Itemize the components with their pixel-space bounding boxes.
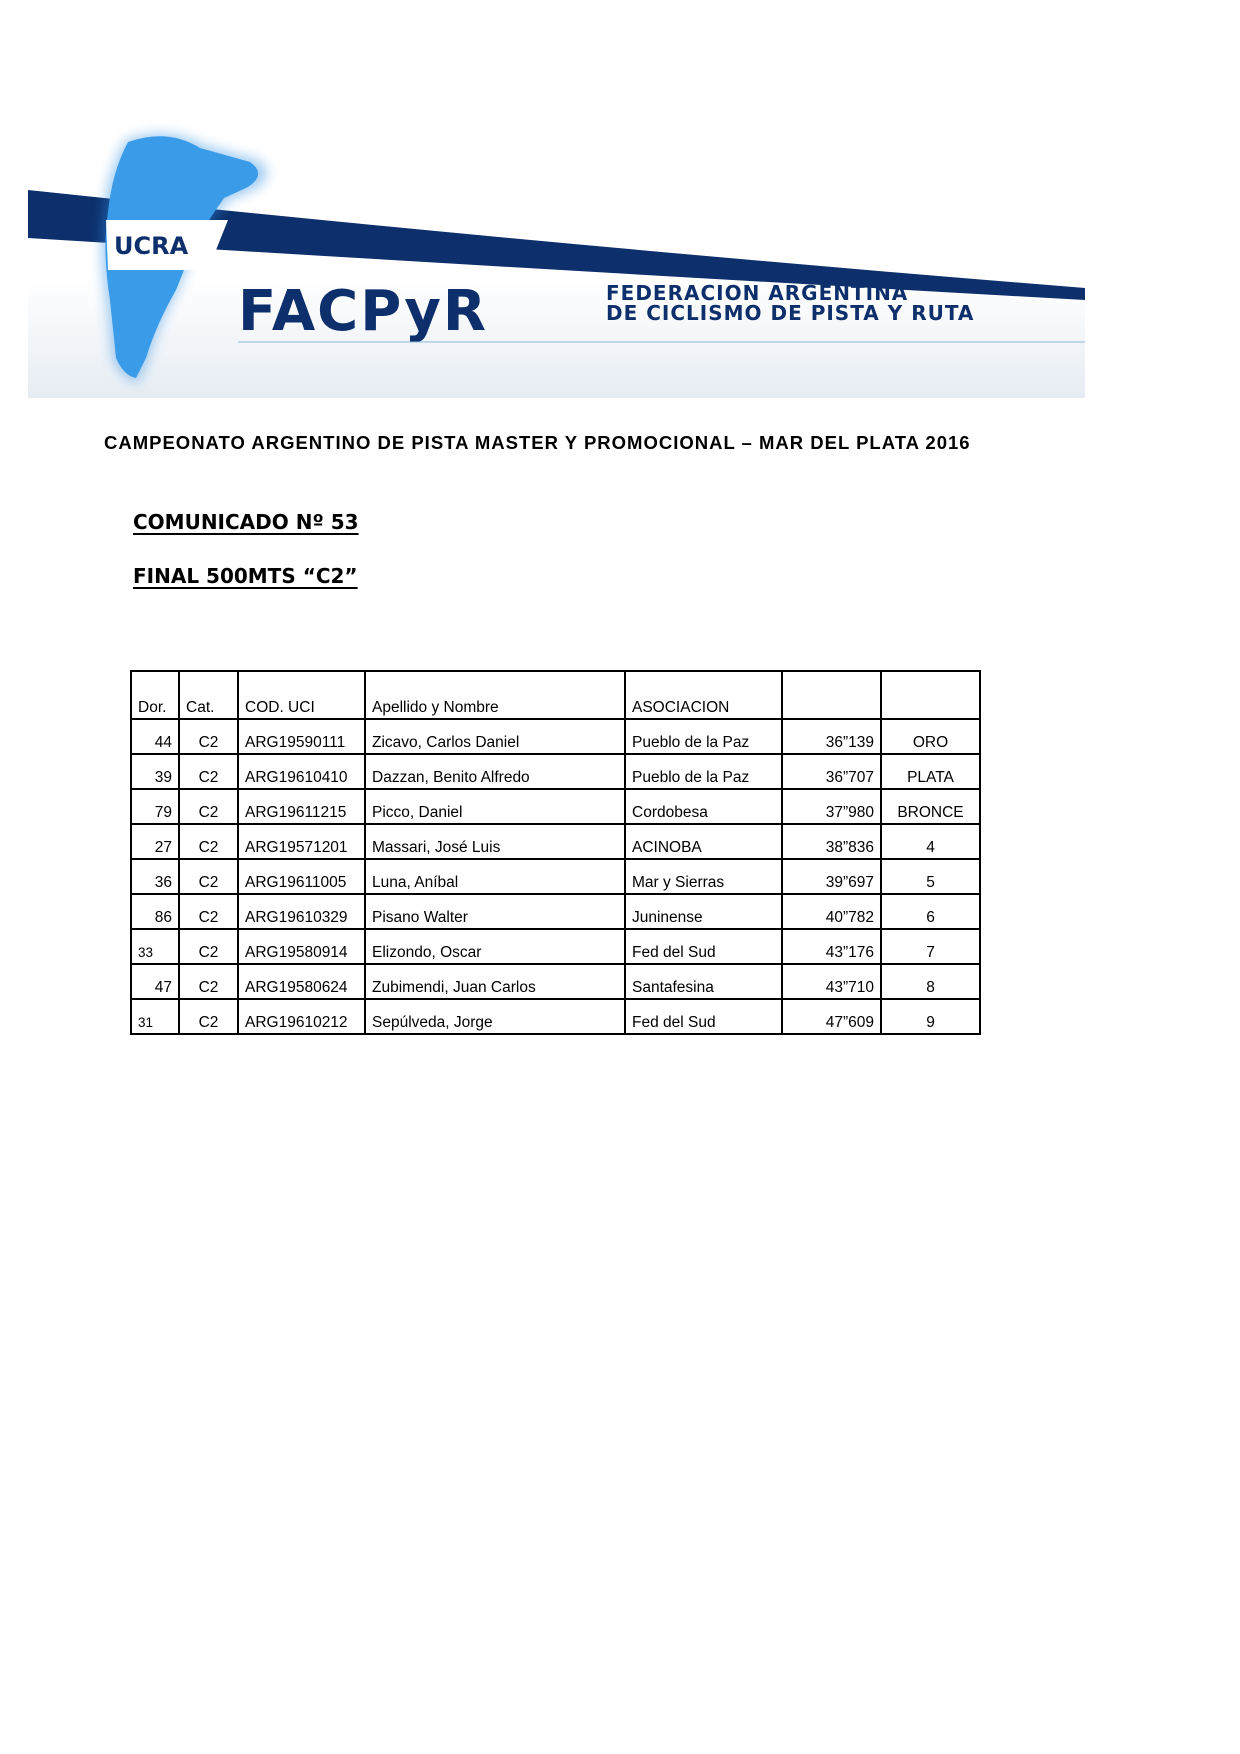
cell-name: Sepúlveda, Jorge [365, 999, 625, 1034]
cell-name: Elizondo, Oscar [365, 929, 625, 964]
cell-association: Santafesina [625, 964, 782, 999]
cell-dorsal: 33 [131, 929, 179, 964]
table-row [131, 789, 980, 824]
cell-time: 36”139 [782, 719, 881, 754]
cell-category: C2 [179, 964, 238, 999]
cell-uci-code: ARG19610329 [238, 894, 365, 929]
cell-place: PLATA [881, 754, 980, 789]
cell-name: Zubimendi, Juan Carlos [365, 964, 625, 999]
col-header-place [881, 671, 980, 719]
table-row [131, 964, 980, 999]
table-header-row [131, 671, 980, 719]
cell-association: Pueblo de la Paz [625, 719, 782, 754]
cell-association: Fed del Sud [625, 929, 782, 964]
cell-time: 40”782 [782, 894, 881, 929]
cell-place: ORO [881, 719, 980, 754]
cell-place: 7 [881, 929, 980, 964]
cell-time: 43”176 [782, 929, 881, 964]
col-header-dorsal: Dor. [131, 671, 179, 719]
col-header-association: ASOCIACION [625, 671, 782, 719]
federation-name-line1: FEDERACION ARGENTINA [606, 281, 909, 305]
communique-number: COMUNICADO Nº 53 [133, 510, 359, 534]
cell-category: C2 [179, 754, 238, 789]
federation-name-line2: DE CICLISMO DE PISTA Y RUTA [606, 301, 975, 325]
cell-dorsal: 27 [131, 824, 179, 859]
cell-name: Zicavo, Carlos Daniel [365, 719, 625, 754]
cell-uci-code: ARG19611005 [238, 859, 365, 894]
table-row [131, 824, 980, 859]
table-row [131, 859, 980, 894]
cell-association: ACINOBA [625, 824, 782, 859]
ucra-label: UCRA [114, 232, 189, 260]
col-header-category: Cat. [179, 671, 238, 719]
cell-association: Mar y Sierras [625, 859, 782, 894]
championship-title: CAMPEONATO ARGENTINO DE PISTA MASTER Y PROMOCIONAL – MAR DEL PLATA 2016 [104, 432, 971, 453]
cell-association: Cordobesa [625, 789, 782, 824]
cell-uci-code: ARG19580914 [238, 929, 365, 964]
cell-name: Massari, José Luis [365, 824, 625, 859]
col-header-name: Apellido y Nombre [365, 671, 625, 719]
col-header-uci-code: COD. UCI [238, 671, 365, 719]
cell-name: Dazzan, Benito Alfredo [365, 754, 625, 789]
cell-name: Luna, Aníbal [365, 859, 625, 894]
cell-time: 43”710 [782, 964, 881, 999]
cell-time: 47”609 [782, 999, 881, 1034]
cell-dorsal: 79 [131, 789, 179, 824]
col-header-time [782, 671, 881, 719]
cell-dorsal: 44 [131, 719, 179, 754]
cell-uci-code: ARG19571201 [238, 824, 365, 859]
cell-category: C2 [179, 859, 238, 894]
facpyr-wordmark: FACPyR [238, 279, 488, 344]
cell-dorsal: 47 [131, 964, 179, 999]
cell-time: 38”836 [782, 824, 881, 859]
cell-dorsal: 36 [131, 859, 179, 894]
cell-time: 37”980 [782, 789, 881, 824]
facpyr-logo-graphic [28, 120, 1085, 398]
results-table [130, 670, 981, 1035]
cell-time: 39”697 [782, 859, 881, 894]
table-row [131, 754, 980, 789]
cell-dorsal: 86 [131, 894, 179, 929]
cell-uci-code: ARG19610212 [238, 999, 365, 1034]
cell-place: BRONCE [881, 789, 980, 824]
cell-category: C2 [179, 824, 238, 859]
cell-name: Picco, Daniel [365, 789, 625, 824]
cell-place: 8 [881, 964, 980, 999]
cell-place: 9 [881, 999, 980, 1034]
cell-association: Fed del Sud [625, 999, 782, 1034]
table-row [131, 999, 980, 1034]
cell-time: 36”707 [782, 754, 881, 789]
cell-category: C2 [179, 999, 238, 1034]
table-row [131, 894, 980, 929]
cell-category: C2 [179, 789, 238, 824]
cell-category: C2 [179, 719, 238, 754]
cell-uci-code: ARG19611215 [238, 789, 365, 824]
cell-category: C2 [179, 894, 238, 929]
cell-uci-code: ARG19590111 [238, 719, 365, 754]
cell-place: 5 [881, 859, 980, 894]
cell-association: Pueblo de la Paz [625, 754, 782, 789]
cell-name: Pisano Walter [365, 894, 625, 929]
cell-place: 6 [881, 894, 980, 929]
table-row [131, 929, 980, 964]
cell-association: Juninense [625, 894, 782, 929]
event-title: FINAL 500MTS “C2” [133, 564, 358, 588]
cell-dorsal: 39 [131, 754, 179, 789]
cell-uci-code: ARG19610410 [238, 754, 365, 789]
cell-place: 4 [881, 824, 980, 859]
federation-logo [28, 120, 1085, 398]
cell-dorsal: 31 [131, 999, 179, 1034]
table-row [131, 719, 980, 754]
cell-uci-code: ARG19580624 [238, 964, 365, 999]
cell-category: C2 [179, 929, 238, 964]
